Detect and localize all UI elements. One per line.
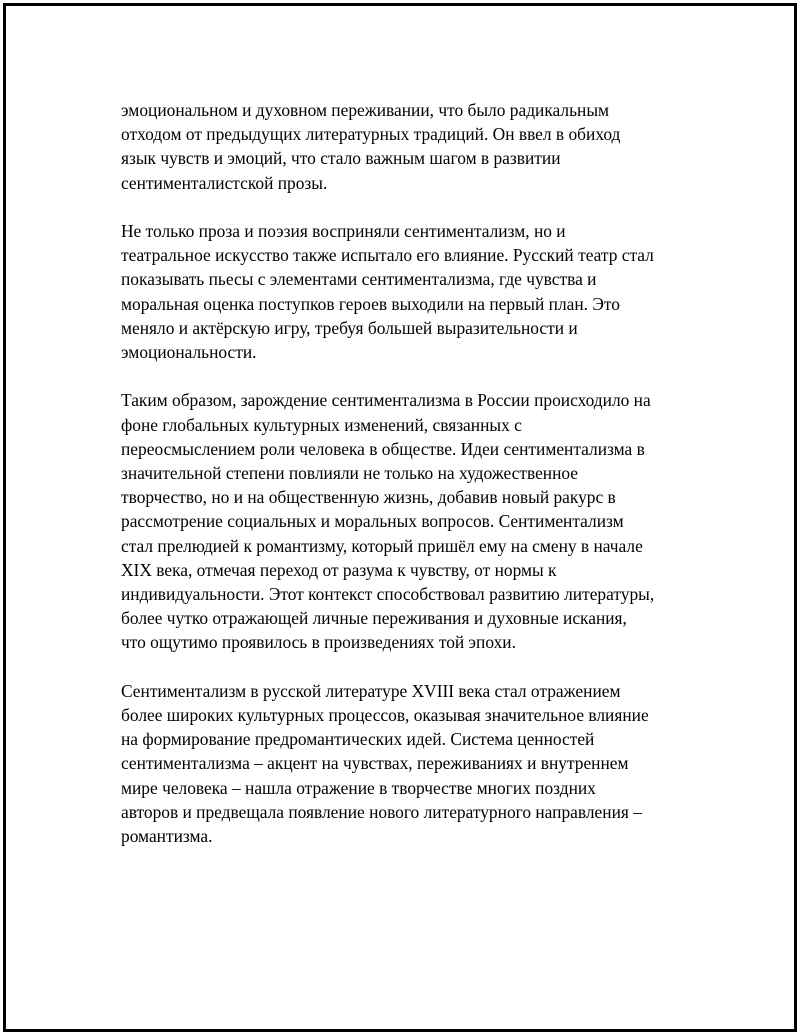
- text-line: стал прелюдией к романтизму, который пришёл ему на смену в начале: [121, 535, 643, 556]
- text-line: отходом от предыдущих литературных традиций. Он ввел в обиход: [121, 124, 621, 145]
- text-line: моральная оценка поступков героев выходили на первый план. Это: [121, 293, 620, 314]
- text-line: романтизма.: [121, 826, 213, 847]
- text-line: что ощутимо проявилось в произведениях той эпохи.: [121, 632, 516, 653]
- paragraph-1: [121, 98, 701, 195]
- text-line: меняло и актёрскую игру, требуя большей выразительности и: [121, 317, 578, 338]
- paragraph-4: [121, 679, 701, 848]
- text-line: язык чувств и эмоций, что стало важным шагом в развитии: [121, 148, 561, 169]
- text-line: на формирование предромантических идей. Система ценностей: [121, 729, 595, 750]
- text-line: эмоциональном и духовном переживании, что было радикальным: [121, 100, 610, 120]
- page-frame: [3, 3, 797, 1032]
- paragraph-3: [121, 388, 701, 654]
- text-line: Таким образом, зарождение сентиментализма в России происходило на: [121, 390, 651, 411]
- text-line: Не только проза и поэзия восприняли сентиментализм, но и: [121, 221, 566, 241]
- text-line: сентименталистской прозы.: [121, 172, 328, 193]
- document-body: [121, 98, 701, 872]
- text-line: авторов и предвещала появление нового литературного направления –: [121, 801, 642, 822]
- text-line: эмоциональности.: [121, 342, 257, 363]
- text-line: индивидуальности. Этот контекст способствовал развитию литературы,: [121, 584, 655, 605]
- text-line: значительной степени повлияли не только на художественное: [121, 463, 579, 484]
- text-line: фоне глобальных культурных изменений, связанных с: [121, 414, 522, 435]
- text-line: творчество, но и на общественную жизнь, добавив новый ракурс в: [121, 487, 616, 508]
- text-line: переосмыслением роли человека в обществе. Идеи сентиментализма в: [121, 438, 645, 459]
- text-line: сентиментализма – акцент на чувствах, переживаниях и внутреннем: [121, 753, 629, 774]
- text-line: XIX века, отмечая переход от разума к чувству, от нормы к: [121, 559, 557, 580]
- text-line: Сентиментализм в русской литературе XVIII века стал отражением: [121, 680, 621, 701]
- text-line: театральное искусство также испытало его влияние. Русский театр стал: [121, 245, 654, 266]
- text-line: мире человека – нашла отражение в творчестве многих поздних: [121, 777, 596, 798]
- text-line: рассмотрение социальных и моральных вопросов. Сентиментализм: [121, 511, 624, 532]
- paragraph-2: [121, 219, 701, 364]
- text-line: более чутко отражающей личные переживания и духовные искания,: [121, 608, 627, 629]
- text-line: показывать пьесы с элементами сентиментализма, где чувства и: [121, 269, 597, 290]
- text-line: более широких культурных процессов, оказывая значительное влияние: [121, 705, 649, 726]
